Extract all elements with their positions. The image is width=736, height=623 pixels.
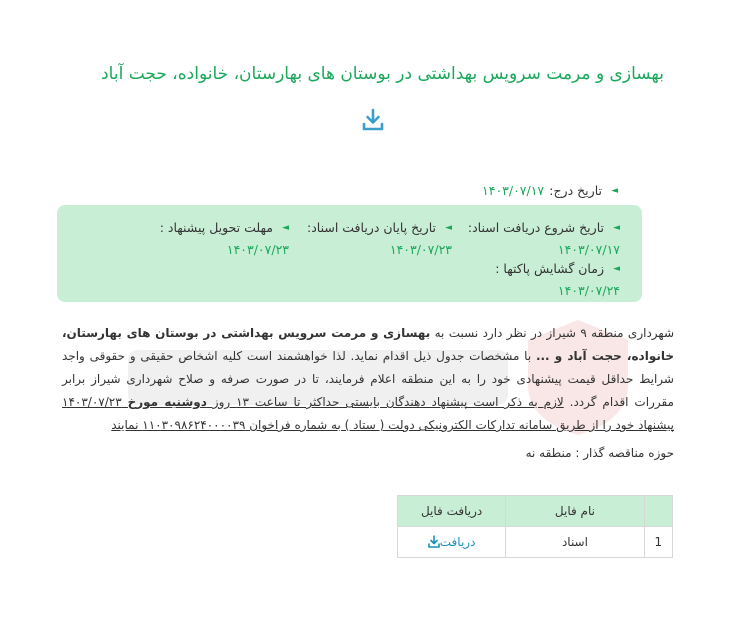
arrow-left-icon: ◄ <box>445 222 452 233</box>
description-body: با مشخصات جدول ذیل اقدام نماید. لذا خواهشمند است کلیه اشخاص حقیقی و حقوقی واجد شرایط حداقل قیمت پیشنهادی خود را به این منطقه اعلام فرمایند، تا در صورت صرفه و صلاح شهرداری شیراز برابر مقررات اقدام گردد. <box>62 349 674 409</box>
description-subject: بهسازی و مرمت سرویس بهداشتی در بوستان های بهارستان، خانواده، حجت آباد و ... <box>62 326 674 363</box>
description-intro: شهرداری منطقه ۹ شیراز در نظر دارد نسبت به <box>430 326 674 340</box>
submit-deadline-date <box>160 217 289 257</box>
row-file-name: اسناد <box>506 527 645 558</box>
post-date <box>482 180 618 199</box>
page-title: بهسازی و مرمت سرویس بهداشتی در بوستان های بهارستان، خانواده، حجت آباد <box>101 64 664 84</box>
download-link[interactable] <box>428 535 476 549</box>
receive-end-value: ۱۴۰۳/۰۷/۲۳ <box>389 242 452 257</box>
post-date-value: ۱۴۰۳/۰۷/۱۷ <box>482 183 545 198</box>
opening-date <box>495 258 620 298</box>
download-link-label: دریافت <box>439 535 476 549</box>
receive-start-value: ۱۴۰۳/۰۷/۱۷ <box>557 242 620 257</box>
submit-deadline-value: ۱۴۰۳/۰۷/۲۳ <box>226 242 289 257</box>
arrow-left-icon: ◄ <box>282 222 289 233</box>
receive-start-date <box>468 217 620 257</box>
files-table <box>397 495 673 558</box>
opening-label: زمان گشایش پاکتها : <box>495 261 604 276</box>
post-date-label: تاریخ درج: <box>549 183 602 198</box>
row-download-cell <box>398 527 506 558</box>
header-download: دریافت فایل <box>398 496 506 527</box>
submit-deadline-label: مهلت تحویل پیشنهاد : <box>159 220 273 235</box>
opening-value: ۱۴۰۳/۰۷/۲۴ <box>557 283 620 298</box>
description-deadline-a: لازم به ذکر است پیشنهاد دهندگان بایستی حداکثر تا ساعت ۱۳ روز <box>206 395 564 409</box>
dates-panel <box>57 205 642 302</box>
receive-start-label: تاریخ شروع دریافت اسناد: <box>467 220 604 235</box>
row-index: 1 <box>644 527 672 558</box>
arrow-left-icon: ◄ <box>613 222 620 233</box>
tender-zone: حوزه مناقصه گذار : منطقه نه <box>525 446 674 460</box>
table-row <box>398 527 673 558</box>
download-icon[interactable] <box>362 108 384 132</box>
description-deadline-day: دوشنبه مورخ <box>127 395 207 409</box>
files-table-header <box>398 496 673 527</box>
receive-end-date <box>307 217 452 257</box>
header-index <box>644 496 672 527</box>
arrow-left-icon: ◄ <box>611 185 618 196</box>
arrow-left-icon: ◄ <box>613 263 620 274</box>
header-file-name: نام فایل <box>506 496 645 527</box>
tender-description <box>62 322 674 437</box>
download-icon <box>428 535 440 548</box>
receive-end-label: تاریخ پایان دریافت اسناد: <box>306 220 436 235</box>
description-deadline-b: ۱۴۰۳/۰۷/۲۳ پیشنهاد خود را از طریق سامانه تدارکات الکترونیکی دولت ( ستاد ) به شماره فراخوان ۱۱۰۳۰۹۸۶۲۴۰۰۰۰۳۹ نمایند <box>62 395 674 432</box>
